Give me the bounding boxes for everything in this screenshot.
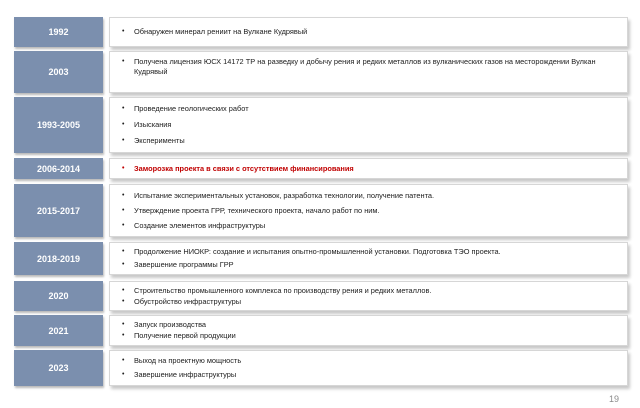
year-label: 2021 [14,315,103,346]
event-item: • Завершение инфраструктуры [122,370,619,380]
year-label: 2023 [14,350,103,386]
year-label: 2020 [14,281,103,311]
event-list [109,17,628,47]
timeline-row [14,242,628,275]
timeline-row [14,17,628,47]
year-label: 1993-2005 [14,97,103,153]
event-item: • Запуск производства [122,320,619,330]
event-list [109,281,628,311]
event-list [109,51,628,93]
event-item: • Получение первой продукции [122,331,619,341]
timeline-row [14,350,628,386]
event-item-alert: • Заморозка проекта в связи с отсутствием финансирования [122,164,619,174]
year-label: 2006-2014 [14,158,103,179]
event-list [109,97,628,153]
timeline-row [14,158,628,179]
event-item: • Проведение геологических работ [122,104,619,114]
event-item: • Строительство промышленного комплекса по производству рения и редких металлов. [122,286,619,296]
page-number: 19 [608,394,619,404]
year-label: 2003 [14,51,103,93]
year-label: 2018-2019 [14,242,103,275]
timeline-row [14,281,628,311]
timeline-row [14,315,628,346]
event-item: • Обнаружен минерал рениит на Вулкане Кудрявый [122,27,619,37]
year-label: 2015-2017 [14,184,103,237]
event-list [109,158,628,179]
event-list [109,315,628,346]
timeline-row [14,184,628,237]
event-item: • Эксперименты [122,136,619,146]
event-item: • Создание элементов инфраструктуры [122,221,619,231]
event-list [109,184,628,237]
event-item: • Завершение программы ГРР [122,260,619,270]
timeline-row [14,97,628,153]
timeline-row [14,51,628,93]
event-list [109,350,628,386]
event-item: • Получена лицензия ЮСХ 14172 ТР на разведку и добычу рения и редких металлов из вулканических газов на месторождении Вулкан Кудрявый [122,57,619,77]
event-item: • Испытание экспериментальных установок, разработка технологии, получение патента. [122,191,619,201]
event-item: • Продолжение НИОКР: создание и испытания опытно-промышленной установки. Подготовка ТЭО проекта. [122,247,619,257]
event-item: • Обустройство инфраструктуры [122,297,619,307]
event-list [109,242,628,275]
event-item: • Утверждение проекта ГРР, технического проекта, начало работ по ним. [122,206,619,216]
event-item: • Выход на проектную мощность [122,356,619,366]
event-item: • Изыскания [122,120,619,130]
year-label: 1992 [14,17,103,47]
